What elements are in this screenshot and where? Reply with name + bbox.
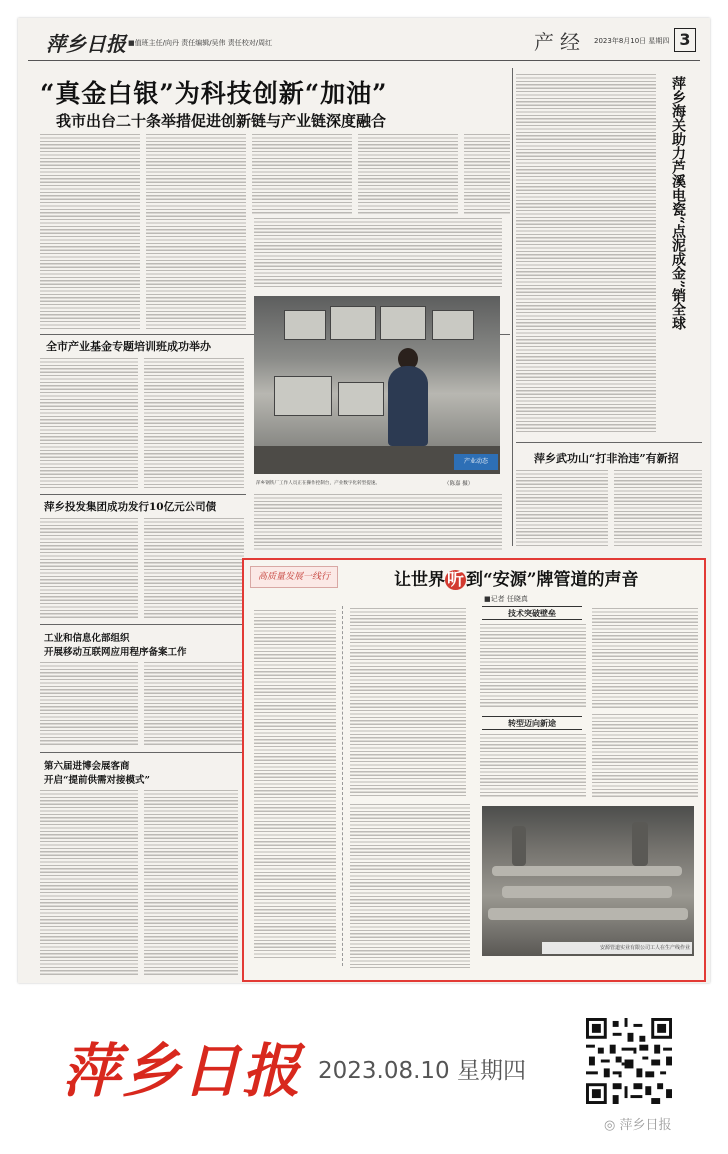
news-photo-control-room (254, 296, 500, 474)
fund-body-2 (144, 358, 244, 488)
footer-watermark-text: 萍乡日报 (619, 1118, 672, 1133)
feature-body-2 (480, 624, 586, 708)
divider (40, 752, 246, 753)
lead-body-column-4 (358, 134, 458, 214)
qr-code-icon[interactable] (586, 1018, 672, 1104)
feature-title-part-2: 到“安源”牌管道的声音 (466, 570, 639, 590)
divider (512, 68, 513, 546)
fund-body-1 (40, 358, 138, 488)
feature-body-6 (350, 804, 470, 968)
ict-body-2 (144, 662, 244, 746)
masthead (28, 26, 700, 61)
wugong-body-1 (516, 470, 608, 548)
feature-badge: 高质量发展一线行 (250, 566, 338, 588)
wugong-body-2 (614, 470, 702, 548)
footer-banner (0, 990, 728, 1154)
feature-pull-quote (250, 606, 343, 966)
article-title-ceramics: 萍乡海关助力芦溪电瓷“点泥成金”销全球 (670, 76, 686, 331)
article-title-expo-line-2: 开启“提前供需对接模式” (44, 775, 150, 786)
feature-photo-caption: 安源管道实业有限公司工人在生产线作业 (542, 942, 692, 954)
feature-body-1 (350, 608, 466, 798)
masthead-logo: 萍乡日报 (46, 32, 126, 56)
footer-watermark: ◎ 萍乡日报 (604, 1118, 672, 1133)
article-title-ict-line-1: 工业和信息化部组织 (44, 633, 130, 644)
article-title-ict-line-2: 开展移动互联网应用程序备案工作 (44, 647, 187, 658)
feature-body-5 (592, 714, 698, 798)
article-title-fund: 全市产业基金专题培训班成功举办 (46, 340, 211, 353)
feature-byline: ■记者 任晓真 (484, 595, 528, 603)
divider (40, 624, 246, 625)
footer-date: 2023.08.10 星期四 (318, 1058, 526, 1084)
issue-date: 2023年8月10日 星期四 (594, 37, 670, 45)
expo-body-2 (144, 790, 238, 976)
photo-credit: （陈嘉 摄） (444, 481, 474, 487)
lead-body-column-3 (252, 134, 352, 214)
article-title-bond: 萍乡投发集团成功发行10亿元公司债 (44, 501, 217, 513)
industry-news-logo: 产业动态 (454, 454, 498, 470)
section-name: 产经 (534, 30, 586, 54)
feature-body-4 (480, 734, 586, 798)
middle-body (254, 494, 502, 550)
feature-section-2: 转型迈向新途 (482, 716, 582, 730)
footer-logo: 萍乡日报 (62, 1037, 303, 1105)
masthead-editor-info: ■值班主任/向丹 责任编辑/吴伟 责任校对/周红 (128, 39, 273, 47)
feature-body-3 (592, 608, 698, 708)
news-photo-pipe-factory (482, 806, 694, 956)
feature-section-1: 技术突破壁垒 (482, 606, 582, 620)
lead-body-column-1 (40, 134, 140, 330)
bond-body-1 (40, 518, 138, 618)
newspaper-page (18, 18, 710, 983)
divider (40, 494, 246, 495)
divider (516, 442, 702, 443)
photo-caption: 萍乡钢铁厂工作人员正在操作控制台，产业数字化转型提速。 (256, 481, 381, 486)
expo-body-1 (40, 790, 138, 976)
feature-title-part-1: 让世界 (394, 570, 445, 590)
ceramics-body (516, 74, 656, 434)
page-number: 3 (674, 28, 696, 52)
lead-body-column-5 (464, 134, 510, 214)
feature-title (394, 565, 639, 590)
feature-title-highlight: 听 (447, 570, 464, 590)
feature-article (242, 558, 706, 982)
article-title-expo-line-1: 第六届进博会展客商 (44, 761, 130, 772)
lead-body-continued (254, 218, 502, 288)
lead-subhead: 我市出台二十条举措促进创新链与产业链深度融合 (56, 112, 387, 130)
lead-headline: “真金白银”为科技创新“加油” (40, 79, 388, 108)
bond-body-2 (144, 518, 244, 618)
lead-body-column-2 (146, 134, 246, 330)
ict-body-1 (40, 662, 138, 746)
article-title-wugong: 萍乡武功山“打非治违”有新招 (534, 452, 679, 465)
